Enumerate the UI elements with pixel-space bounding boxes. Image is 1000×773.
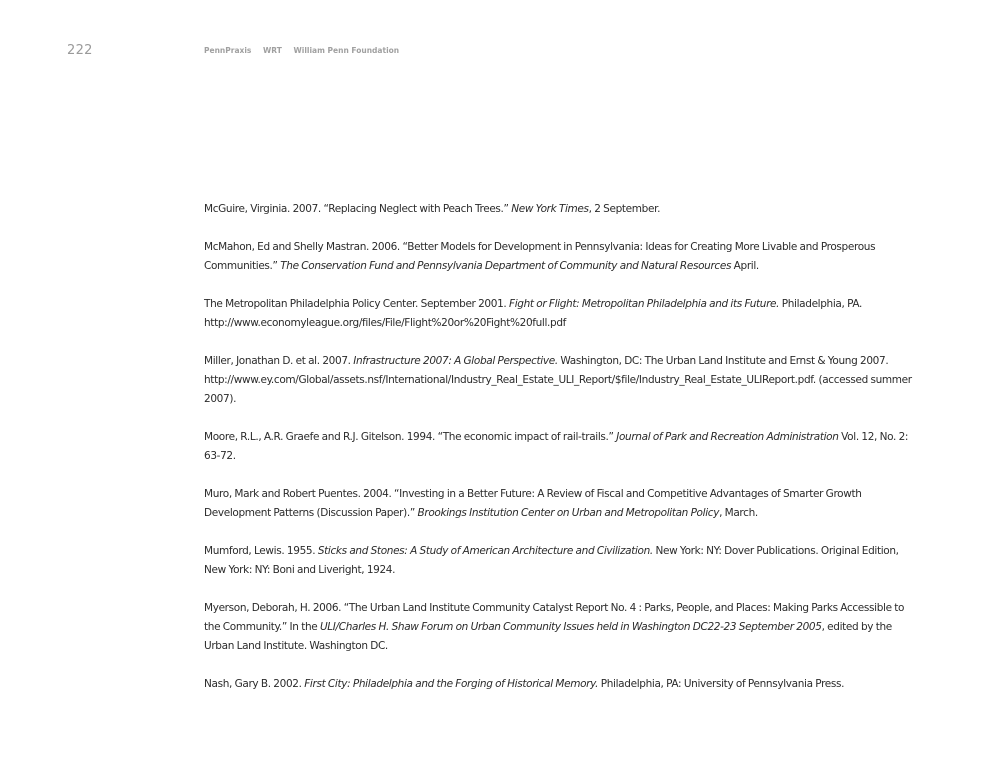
reference-text: Vol. 12, No. 2: 63-72. [204,431,909,462]
reference-entry [204,485,912,523]
reference-text: McMahon, Ed and Shelly Mastran. 2006. “Better Models for Development in Pennsylvania: Ideas for Creating More Livable and Prosperous Communities.” [204,241,876,272]
reference-entry [204,542,912,580]
reference-title: Infrastructure 2007: A Global Perspective. [353,355,558,367]
reference-title: ULI/Charles H. Shaw Forum on Urban Community Issues held in Washington DC22-23 September 2005 [319,621,822,633]
reference-entry [204,238,912,276]
reference-text: McGuire, Virginia. 2007. “Replacing Neglect with Peach Trees.” [204,203,512,215]
reference-text: Myerson, Deborah, H. 2006. “The Urban Land Institute Community Catalyst Report No. 4 : Parks, People, and Places: Making Parks Accessible to the Community.” In the [204,602,905,633]
reference-title: Brookings Institution Center on Urban and Metropolitan Policy [417,507,720,519]
reference-title: Journal of Park and Recreation Administration [616,431,839,443]
reference-entry [204,599,912,656]
reference-text: Philadelphia, PA: University of Pennsylvania Press. [598,678,845,690]
reference-text: The Metropolitan Philadelphia Policy Center. September 2001. [204,298,510,310]
reference-text: Mumford, Lewis. 1955. [204,545,318,557]
reference-text: Nash, Gary B. 2002. [204,678,305,690]
reference-text: Washington, DC: The Urban Land Institute and Ernst & Young 2007. http://www.ey.com/Global/assets.nsf/International/Industry_Real_Estate_ULI_Report/$file/Industry_Real_Estate_ULIReport.pdf. (accessed summer 2007). [204,355,912,405]
reference-entry [204,428,912,466]
header-item-wrt: WRT [263,46,282,55]
reference-text: Moore, R.L., A.R. Graefe and R.J. Gitelson. 1994. “The economic impact of rail-trails.” [204,431,617,443]
reference-entry [204,200,912,219]
reference-entry [204,675,912,694]
reference-text: , 2 September. [588,203,661,215]
reference-title: New York Times [511,203,589,215]
reference-title: The Conservation Fund and Pennsylvania Department of Community and Natural Resources [280,260,732,272]
header-item-pennpraxis: PennPraxis [204,46,252,55]
page-number: 222 [67,43,93,58]
reference-text: New York: NY: Dover Publications. Original Edition, New York: NY: Boni and Liveright, 1924. [204,545,899,576]
reference-title: Fight or Flight: Metropolitan Philadelphia and its Future. [509,298,780,310]
running-header [204,46,408,55]
reference-entry [204,295,912,333]
reference-text: April. [731,260,759,272]
reference-list [204,200,912,713]
reference-text: Miller, Jonathan D. et al. 2007. [204,355,354,367]
header-item-william-penn-foundation: William Penn Foundation [293,46,400,55]
reference-title: First City: Philadelphia and the Forging of Historical Memory. [304,678,599,690]
reference-text: Muro, Mark and Robert Puentes. 2004. “Investing in a Better Future: A Review of Fiscal and Competitive Advantages of Smarter Growth Development Patterns (Discussion Paper).” [204,488,862,519]
reference-text: , March. [719,507,758,519]
reference-entry [204,352,912,409]
reference-text: Philadelphia, PA. http://www.economyleague.org/files/File/Flight%20or%20Fight%20full.pdf [204,298,863,329]
reference-title: Sticks and Stones: A Study of American Architecture and Civilization. [317,545,653,557]
reference-text: , edited by the Urban Land Institute. Washington DC. [204,621,892,652]
